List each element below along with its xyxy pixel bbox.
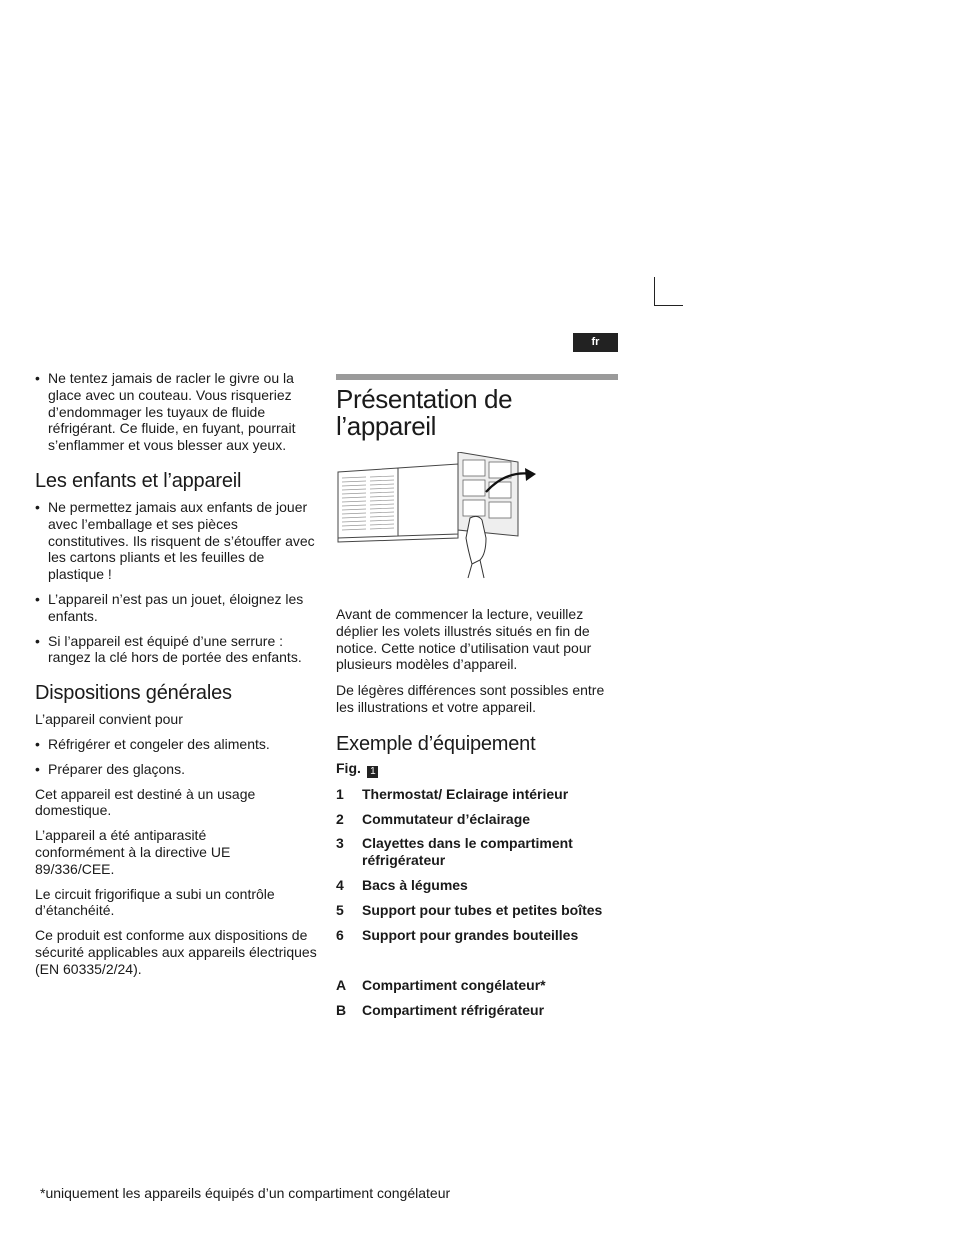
left-column — [35, 370, 320, 978]
compartment-list — [336, 977, 618, 1019]
list-item — [336, 1002, 618, 1019]
fig-number-badge: 1 — [367, 766, 378, 778]
item-number: 5 — [336, 901, 344, 918]
item-number: 1 — [336, 785, 344, 802]
crop-mark-vertical — [654, 277, 655, 306]
language-badge: fr — [573, 333, 618, 352]
paragraph: Avant de commencer la lecture, veuillez déplier les volets illustrés situés en fin de notice. Cette notice d’utilisation vaut pour plusieurs modèles d’appareil. — [336, 606, 592, 673]
equipment-section-heading: Exemple d’équipement — [336, 732, 536, 755]
page-title — [336, 386, 618, 440]
item-label: Compartiment congélateur* — [362, 977, 546, 994]
paragraph: Ce produit est conforme aux dispositions de sécurité applicables aux appareils électriques (EN 60335/2/24). — [35, 927, 317, 977]
item-label: Commutateur d’éclairage — [362, 810, 531, 827]
right-column — [336, 374, 618, 1019]
item-label: Support pour tubes et petites boîtes — [362, 901, 603, 918]
item-label: Support pour grandes bouteilles — [362, 926, 579, 943]
list-item — [336, 877, 618, 894]
fig-label: Fig. — [336, 759, 361, 776]
item-number: 2 — [336, 810, 344, 827]
list-item — [336, 835, 618, 869]
general-intro: L’appareil convient pour — [35, 711, 183, 728]
list-item — [336, 811, 618, 828]
list-item — [336, 977, 618, 994]
list-item: • Ne tentez jamais de racler le givre ou la glace avec un couteau. Vous risqueriez d’endommager les tuyaux de fluide réfrigérant. Ce fluide, en fuyant, pourrait s’enflammer et vous blesser aux yeux. — [35, 370, 320, 454]
title-line-2: l’appareil — [336, 411, 437, 441]
list-item: • L’appareil n’est pas un jouet, éloignez les enfants. — [35, 591, 320, 625]
item-label: Bacs à légumes — [362, 876, 468, 893]
list-item: • Si l’appareil est équipé d’une serrure : rangez la clé hors de portée des enfants. — [35, 633, 320, 667]
equipment-list — [336, 786, 618, 944]
item-number: 4 — [336, 876, 344, 893]
intro-bullet-list — [35, 370, 320, 454]
children-bullet-list — [35, 499, 320, 666]
footnote: *uniquement les appareils équipés d’un compartiment congélateur — [40, 1185, 451, 1201]
item-label: Thermostat/ Eclairage intérieur — [362, 785, 569, 802]
paragraph: Cet appareil est destiné à un usage domestique. — [35, 785, 256, 819]
children-section-heading: Les enfants et l’appareil — [35, 469, 242, 492]
list-item: • Préparer des glaçons. — [35, 761, 320, 778]
paragraph: De légères différences sont possibles entre les illustrations et votre appareil. — [336, 682, 605, 715]
list-item — [336, 786, 618, 803]
item-number: 6 — [336, 926, 344, 943]
general-bullet-list — [35, 736, 320, 778]
item-letter: B — [336, 1002, 347, 1019]
item-number: 3 — [336, 835, 344, 852]
paragraph: L’appareil a été antiparasité conformément à la directive UE 89/336/CEE. — [35, 827, 231, 877]
list-item — [336, 927, 618, 944]
list-item: • Ne permettez jamais aux enfants de jouer avec l’emballage et ses pièces constitutives. Ils risquent de s’étouffer avec les cartons pliants et les feuilles de plastique ! — [35, 499, 320, 583]
list-item — [336, 902, 618, 919]
paragraph: Le circuit frigorifique a subi un contrôle d’étanchéité. — [35, 885, 275, 919]
general-section-heading: Dispositions générales — [35, 682, 232, 705]
section-rule — [336, 374, 618, 380]
item-letter: A — [336, 977, 347, 994]
list-item: • Réfrigérer et congeler des aliments. — [35, 736, 320, 753]
title-line-1: Présentation de — [336, 384, 513, 414]
figure-reference — [336, 760, 618, 778]
item-label: Compartiment réfrigérateur — [362, 1002, 545, 1019]
foldout-illustration — [336, 452, 546, 580]
crop-mark-horizontal — [654, 305, 683, 306]
item-label: Clayettes dans le compartiment réfrigérateur — [362, 835, 573, 869]
